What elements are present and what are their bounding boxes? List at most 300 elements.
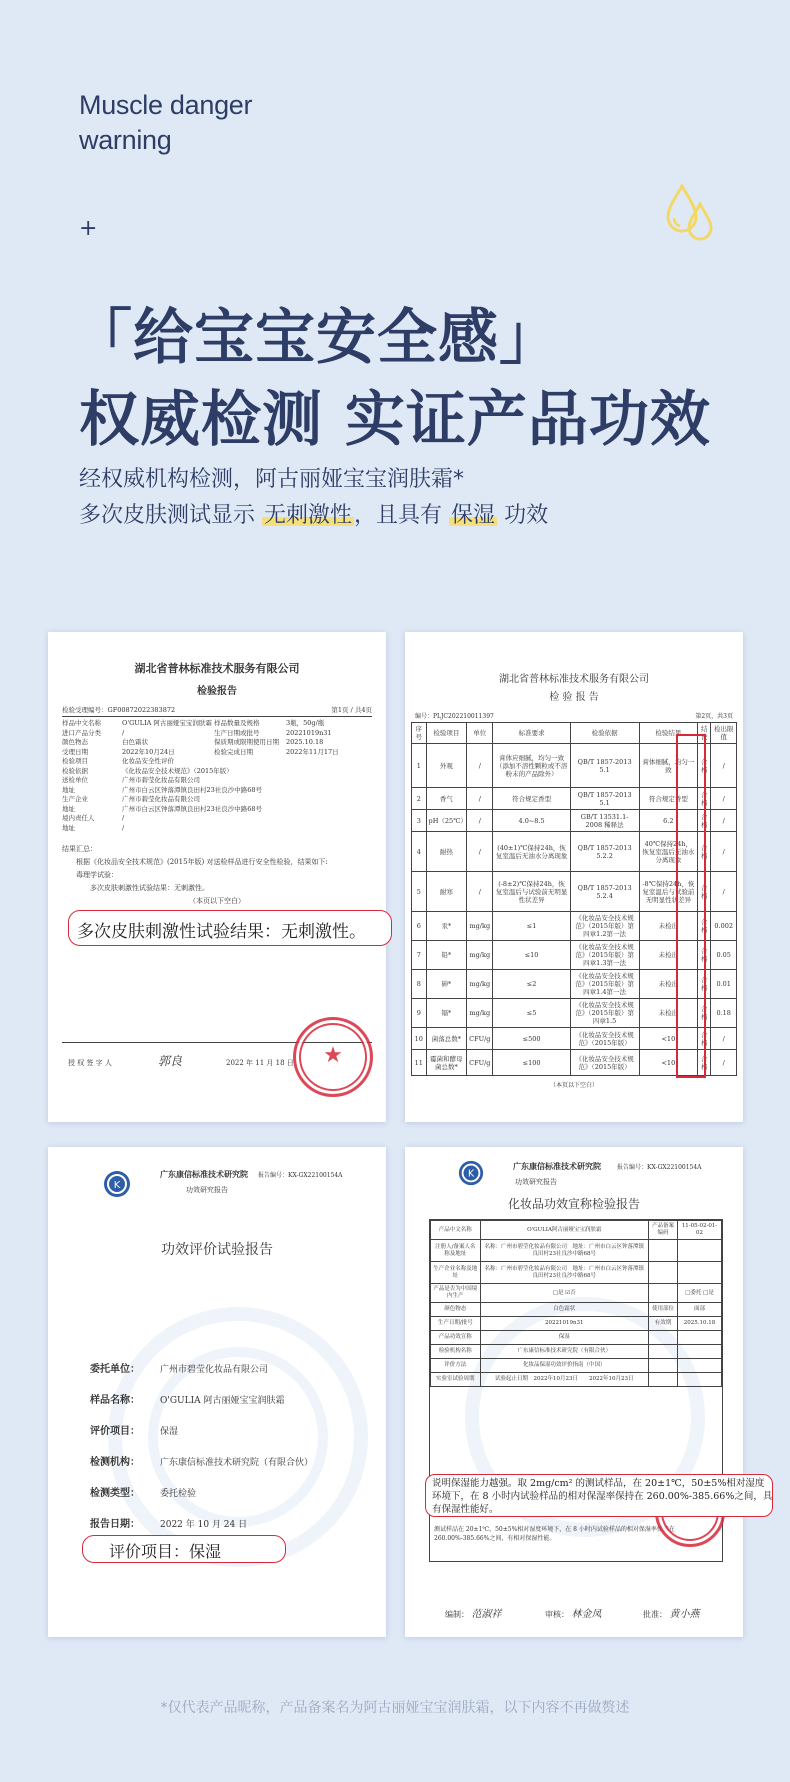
doc2-table-cell: 菌落总数* [426, 1028, 467, 1050]
doc2-table-cell: 膏体应细腻，均匀一致（添加不溶性颗粒或不溶粉末的产品除外） [493, 744, 570, 788]
doc2-table-cell: / [711, 1050, 737, 1076]
doc4-table-cell: 2025.10.18 [678, 1317, 722, 1331]
doc4-table-cell: 产品中文名称 [431, 1221, 481, 1240]
red-official-stamp [293, 1017, 373, 1097]
efficacy-report-cover-card [48, 1147, 386, 1637]
doc4-callout-line3: 有保湿性能好。 [432, 1504, 499, 1515]
doc1-info-row [62, 729, 372, 739]
doc1-info-cell [286, 776, 372, 786]
doc1-info-cell: 样品中文名称 [62, 719, 101, 727]
doc1-date: 2022 年 11 月 18 日 [226, 1059, 294, 1067]
doc1-tox: 毒理学试验： [76, 871, 118, 879]
doc4-table-cell: 白色霜状 [480, 1303, 648, 1317]
doc2-header-cell: 单位 [467, 723, 493, 744]
doc2-table-cell: 4.0~8.5 [493, 810, 570, 832]
doc1-info-cell: 地址 [62, 804, 75, 813]
doc1-info-cell [214, 767, 286, 777]
doc4-table-cell [678, 1240, 722, 1262]
doc1-info-row [62, 824, 372, 834]
doc2-table-cell: 合格 [698, 744, 711, 788]
doc2-table-cell: 合格 [698, 941, 711, 970]
doc4-table-cell: 生产日期/批号 [431, 1317, 481, 1331]
water-drops-icon [664, 182, 716, 242]
english-subtitle [79, 88, 252, 158]
doc2-table-cell: / [711, 744, 737, 788]
doc2-table-cell: ≤5 [493, 999, 570, 1028]
doc2-table-cell: 《化妆品安全技术规范》（2015年版）第四章1.4第一法 [570, 970, 639, 999]
doc2-table-cell: mg/kg [467, 941, 493, 970]
doc4-table-cell: 11-05-02-01-02 [678, 1221, 722, 1240]
doc2-table-cell: / [467, 744, 493, 788]
doc1-conclusion-title: 结果汇总： [62, 845, 97, 853]
doc1-info-cell [214, 824, 286, 834]
doc2-end-note: （本页以下空白） [549, 1082, 598, 1089]
doc2-table-cell: (-8±2)℃保持24h，恢复室温后与试验前无明显性状差异 [493, 872, 570, 912]
doc4-table-cell [678, 1373, 722, 1387]
doc1-info-cell: 广州市碧莹化妆品有限公司 [122, 795, 200, 803]
doc1-info-cell: 3瓶，50g/瓶 [286, 719, 325, 727]
doc2-table-cell: 6.2 [639, 810, 698, 832]
svg-text:K: K [467, 1168, 475, 1180]
doc2-table-cell: pH（25℃） [426, 810, 467, 832]
doc1-info-table [62, 719, 372, 833]
doc3-field-label: 评价项目： [90, 1426, 140, 1437]
doc1-info-cell [286, 786, 372, 796]
doc1-info-row [62, 814, 372, 824]
doc4-callout-line2: 环境下，在 8 小时内试验样品的相对保湿率保持在 260.00%-385.66%之间，具 [432, 1491, 773, 1502]
doc1-info-cell: 境内责任人 [62, 814, 95, 822]
doc3-field-row [90, 1453, 313, 1468]
doc4-table-row [431, 1345, 722, 1359]
doc2-header-cell: 序号 [412, 723, 427, 744]
doc2-table-cell: QB/T 1857-2013 5.2.2 [570, 832, 639, 872]
doc2-table-cell: 霉菌和酵母菌总数* [426, 1050, 467, 1076]
doc2-table-cell: QB/T 1857-2013 5.1 [570, 788, 639, 810]
doc4-table-cell [648, 1262, 677, 1284]
doc1-info-cell [286, 767, 372, 777]
doc4-table-cell: 化妆品保湿功效评价指南（中国） [480, 1359, 648, 1373]
doc4-title: 化妆品功效宣称检验报告 [507, 1197, 640, 1211]
doc1-info-cell: 受理日期 [62, 747, 88, 756]
doc3-field-row [90, 1484, 196, 1499]
doc2-table-cell: / [467, 810, 493, 832]
doc4-table-cell: 试验起止日期 2022年10月23日 2022年10月23日 [480, 1373, 648, 1387]
doc1-report-no: 检验受理编号：GF00872022383872 [62, 706, 176, 714]
doc3-field-value: 保湿 [160, 1427, 179, 1437]
doc1-conclusion-body: 根据《化妆品安全技术规范》(2015年版) 对送检样品进行安全性检验，结果如下: [76, 858, 328, 866]
doc4-table-row [431, 1303, 722, 1317]
doc3-field-label: 样品名称： [90, 1395, 140, 1406]
doc1-info-cell: 广州市白云区钟落潭镇良田村23社良沙中路68号 [122, 804, 263, 813]
doc2-table-cell: 未检出 [639, 970, 698, 999]
doc1-info-cell [286, 757, 372, 767]
doc2-header-cell: 标准要求 [493, 723, 570, 744]
doc2-table-cell: 符合规定香型 [493, 788, 570, 810]
doc4-sub: 功效研究报告 [515, 1178, 557, 1186]
doc1-info-cell: 2022年11月17日 [286, 747, 339, 756]
doc2-table-cell: <10 [639, 1028, 698, 1050]
doc4-table-cell: □是 ☑否 [480, 1284, 648, 1303]
doc4-table-cell: 有效期 [648, 1317, 677, 1331]
doc2-header-cell: 检验项目 [426, 723, 467, 744]
description-line1: 经权威机构检测，阿古丽娅宝宝润肤霜* [79, 467, 465, 492]
doc4-sign1-name: 范淑祥 [471, 1609, 502, 1620]
doc2-table-cell: 合格 [698, 999, 711, 1028]
doc2-table-cell: 膏体细腻，均匀一致 [639, 744, 698, 788]
doc4-table-cell: 实验室试验周期 [431, 1373, 481, 1387]
doc2-table-cell: / [711, 872, 737, 912]
doc2-table-cell: / [711, 832, 737, 872]
doc2-header-cell: 检出限值 [711, 723, 737, 744]
doc2-table-cell: 7 [412, 941, 427, 970]
doc2-table-cell: <10 [639, 1050, 698, 1076]
conclusion-column-highlight [676, 734, 706, 1078]
doc4-table-cell: O'GULIA阿古丽娅宝宝润肤霜 [480, 1221, 648, 1240]
doc4-table-cell: 面部 [678, 1303, 722, 1317]
doc1-company: 湖北省普林标准技术服务有限公司 [134, 662, 300, 675]
doc2-table-cell: 合格 [698, 1050, 711, 1076]
doc2-table-cell: 合格 [698, 788, 711, 810]
description [79, 462, 548, 534]
doc2-header-cell: 检验结果 [639, 723, 698, 744]
doc1-title: 检验报告 [197, 686, 237, 697]
highlight-moisturizing: 保湿 [451, 503, 496, 528]
institute-logo-icon-2 [457, 1159, 485, 1187]
doc4-info-table [430, 1220, 722, 1387]
doc4-sign3 [643, 1605, 700, 1620]
doc4-table-cell: 20221019n31 [480, 1317, 648, 1331]
doc1-info-cell: 检验完成日期 [214, 747, 253, 756]
doc4-sign3-label: 批准： [643, 1610, 667, 1619]
doc4-tail-line2: 260.00%-385.66%之间，有相对保湿性能。 [434, 1535, 556, 1542]
doc2-table-cell: 3 [412, 810, 427, 832]
doc4-sign1-label: 编制： [445, 1610, 469, 1619]
doc4-table-cell: 检验机构名称 [431, 1345, 481, 1359]
doc4-table-row [431, 1373, 722, 1387]
doc2-table-cell: 合格 [698, 810, 711, 832]
doc4-table-row [431, 1221, 722, 1240]
doc2-table-cell: 镉* [426, 999, 467, 1028]
english-subtitle-line1: Muscle danger [79, 90, 253, 120]
doc2-table-cell: CFU/g [467, 1028, 493, 1050]
doc2-table-cell: 铅* [426, 941, 467, 970]
doc1-info-cell: 颜色物态 [62, 738, 88, 746]
doc3-field-label: 检测机构： [90, 1457, 140, 1468]
doc2-table-cell: 未检出 [639, 941, 698, 970]
doc2-table-cell: 11 [412, 1050, 427, 1076]
doc1-meta [62, 705, 372, 717]
doc1-info-row [62, 795, 372, 805]
doc2-table-cell: / [467, 872, 493, 912]
doc2-table-cell: (40±1)℃保持24h，恢复室温后无油水分离现象 [493, 832, 570, 872]
doc2-table-cell: 《化妆品安全技术规范》（2015年版） [570, 1028, 639, 1050]
doc1-info-cell: 2022年10月24日 [122, 747, 175, 756]
doc4-table-cell [678, 1331, 722, 1345]
doc1-info-cell: 送检单位 [62, 776, 88, 784]
doc2-table-cell: 40℃保持24h，恢复室温后无油水分离现象 [639, 832, 698, 872]
inspection-report-card-2 [405, 632, 743, 1122]
plus-symbol: + [79, 216, 98, 241]
doc2-table-cell: 耐热 [426, 832, 467, 872]
doc2-table-cell: 9 [412, 999, 427, 1028]
doc2-table-cell: 0.18 [711, 999, 737, 1028]
doc4-table-cell: 产品是否为中国境内生产 [431, 1284, 481, 1303]
doc1-info-cell: 《化妆品安全技术规范》（2015年版） [122, 766, 233, 775]
doc2-table-cell: 5 [412, 872, 427, 912]
doc1-info-cell: 检验依据 [62, 766, 88, 775]
doc1-info-cell: 广州市白云区钟落潭镇良田村23社良沙中路68号 [122, 785, 263, 794]
doc2-table-cell: 外观 [426, 744, 467, 788]
doc4-table-cell: 名称：广州市碧莹化妆品有限公司 地址：广州市白云区钟落潭镇良田村23社良沙中路68号 [480, 1240, 648, 1262]
doc2-table-cell: 《化妆品安全技术规范》（2015年版）第四章1.5 [570, 999, 639, 1028]
doc4-table-cell [648, 1359, 677, 1373]
doc1-info-cell: 样品数量及规格 [214, 719, 260, 727]
doc1-info-cell: 化妆品安全性评价 [122, 757, 174, 765]
doc4-table-row [431, 1262, 722, 1284]
doc2-table-cell: 10 [412, 1028, 427, 1050]
doc4-table-cell: 产品备案编码 [648, 1221, 677, 1240]
doc2-table-cell: mg/kg [467, 912, 493, 941]
doc3-field-value: 广东康信标准技术研究院（有限合伙） [160, 1458, 314, 1468]
doc1-info-cell [214, 805, 286, 815]
doc2-table-cell: 未检出 [639, 912, 698, 941]
doc2-table-cell: 《化妆品安全技术规范》（2015年版）第四章1.3第一法 [570, 941, 639, 970]
doc1-info-row [62, 719, 372, 729]
doc4-table-body [431, 1221, 722, 1387]
doc2-header-cell: 检验依据 [570, 723, 639, 744]
doc4-table-cell [678, 1359, 722, 1373]
doc1-info-cell: 广州市碧莹化妆品有限公司 [122, 776, 200, 784]
doc2-table-cell: 2 [412, 788, 427, 810]
doc3-institute: 广东康信标准技术研究院 [160, 1169, 248, 1179]
doc2-table-cell: 合格 [698, 970, 711, 999]
doc2-table-cell: / [467, 832, 493, 872]
institute-logo-icon [102, 1169, 132, 1199]
doc2-table-cell: 合格 [698, 912, 711, 941]
doc3-report-no: 报告编号：KX-GX22100154A [258, 1172, 343, 1179]
doc1-info-cell [286, 805, 372, 815]
doc1-info-cell: / [122, 814, 125, 822]
doc1-info-cell [286, 795, 372, 805]
inspection-report-card-1 [48, 632, 386, 1122]
doc4-table-cell: 生产企业名称及地址 [431, 1262, 481, 1284]
doc3-field-value: O'GULIA 阿古丽娅宝宝润肤霜 [160, 1396, 285, 1406]
doc2-table-cell: ≤10 [493, 941, 570, 970]
doc2-table-cell: ≤100 [493, 1050, 570, 1076]
doc1-page: 第1页 / 共4页 [331, 706, 372, 714]
doc4-sign2-name: 林金凤 [571, 1609, 602, 1620]
doc1-info-cell: 地址 [62, 823, 75, 832]
doc2-table-cell: 香气 [426, 788, 467, 810]
doc3-field-value: 委托检验 [160, 1489, 197, 1499]
doc4-table-cell [648, 1345, 677, 1359]
doc2-table-cell: 未检出 [639, 999, 698, 1028]
doc4-table-cell: 使用部位 [648, 1303, 677, 1317]
doc2-table-cell: 6 [412, 912, 427, 941]
doc1-signature: 郭良 [158, 1054, 183, 1068]
doc3-field-label: 委托单位： [90, 1364, 140, 1375]
doc2-table-cell: 汞* [426, 912, 467, 941]
footer-note: *仅代表产品昵称，产品备案名为阿古丽娅宝宝润肤霜，以下内容不再做赘述 [160, 1700, 630, 1716]
doc1-info-cell: 生产日期或批号 [214, 728, 260, 737]
doc2-table-cell: mg/kg [467, 999, 493, 1028]
doc2-page: 第2页，共3页 [695, 713, 733, 720]
doc2-table-cell: / [711, 810, 737, 832]
doc3-callout: 评价项目：保湿 [82, 1535, 286, 1563]
doc1-info-row [62, 805, 372, 815]
doc1-info-cell: 进口产品分类 [62, 728, 101, 737]
doc4-sign1 [445, 1605, 502, 1620]
doc4-table-cell [678, 1345, 722, 1359]
description-post: 功效 [504, 503, 549, 528]
doc2-table-cell: 8 [412, 970, 427, 999]
doc4-table-cell [648, 1240, 677, 1262]
doc2-table-cell: 《化妆品安全技术规范》（2015年版）第四章1.2第一法 [570, 912, 639, 941]
doc4-sign2 [545, 1605, 602, 1620]
doc3-field-row [90, 1515, 247, 1530]
doc2-table-cell: QB/T 1857-2013 5.1 [570, 744, 639, 788]
doc4-table-row [431, 1284, 722, 1303]
doc4-callout-line1: 说明保湿能力越强。取 2mg/cm² 的测试样品，在 20±1℃，50±5%相对湿度 [432, 1478, 765, 1489]
doc4-table-cell: 评价方法 [431, 1359, 481, 1373]
doc2-table-cell: 《化妆品安全技术规范》（2015年版） [570, 1050, 639, 1076]
doc1-info-cell: O'GULIA 阿古丽娅宝宝润肤霜 [122, 719, 212, 727]
doc1-conclusion [62, 843, 372, 908]
doc4-table-row [431, 1359, 722, 1373]
doc2-header-cell: 结论 [698, 723, 711, 744]
doc2-table-cell: / [711, 1028, 737, 1050]
doc1-callout: 多次皮肤刺激性试验结果：无刺激性。 [68, 910, 392, 946]
doc3-field-value: 2022 年 10 月 24 日 [160, 1520, 248, 1530]
doc1-info-cell: 白色霜状 [122, 738, 148, 746]
doc1-info-row [62, 776, 372, 786]
doc3-sub: 功效研究报告 [186, 1186, 228, 1194]
doc1-info-cell [214, 814, 286, 824]
doc3-field-value: 广州市碧莹化妆品有限公司 [160, 1365, 269, 1375]
description-line2 [79, 498, 548, 534]
doc1-info-cell [214, 786, 286, 796]
doc2-meta [415, 711, 733, 720]
doc4-table-cell: 保湿 [480, 1331, 648, 1345]
doc4-table-cell: 名称：广州市碧莹化妆品有限公司 地址：广州市白云区钟落潭镇良田村23社良沙中路68号 [480, 1262, 648, 1284]
doc4-table-row [431, 1317, 722, 1331]
doc1-info-cell: 保质期或限期使用日期 [214, 738, 279, 746]
doc2-table-cell: 0.05 [711, 941, 737, 970]
doc2-table-cell: GB/T 13531.1-2008 稀释法 [570, 810, 639, 832]
doc4-tail-line1: 测试样品在 20±1℃，50±5%相对湿度环境下，在 8 小时内试验样品的相对保湿率保持在 [434, 1526, 675, 1533]
doc3-field-label: 报告日期： [90, 1519, 140, 1530]
highlight-non-irritating: 无刺激性 [264, 503, 353, 528]
doc1-info-cell: / [122, 728, 125, 737]
doc4-table-cell: 产品功效宣称 [431, 1331, 481, 1345]
doc4-callout [425, 1474, 773, 1517]
doc4-table-row [431, 1240, 722, 1262]
doc1-info-cell: / [122, 823, 125, 832]
doc2-table-cell: 符合规定香型 [639, 788, 698, 810]
description-mid: ，且具有 [354, 503, 443, 528]
doc2-table-cell: / [711, 788, 737, 810]
doc1-info-cell: 2025.10.18 [286, 738, 324, 746]
doc1-info-cell: 20221019n31 [286, 728, 332, 737]
description-pre: 多次皮肤测试显示 [79, 503, 256, 528]
doc2-table-cell: ≤2 [493, 970, 570, 999]
doc2-table-cell: 1 [412, 744, 427, 788]
doc2-table-cell: 合格 [698, 872, 711, 912]
stamp-star-icon: ★ [323, 1042, 343, 1068]
doc4-table-cell [678, 1262, 722, 1284]
svg-text:K: K [113, 1180, 121, 1191]
doc3-field-row [90, 1422, 178, 1437]
doc1-sign-label: 授 权 签 字 人 [68, 1059, 112, 1067]
doc2-table-cell: QB/T 1857-2013 5.2.4 [570, 872, 639, 912]
doc3-field-row [90, 1360, 268, 1375]
doc4-institute: 广东康信标准技术研究院 [513, 1161, 601, 1171]
doc1-info-row [62, 767, 372, 777]
doc2-table-cell: ≤1 [493, 912, 570, 941]
doc4-report-no: 报告编号：KX-GX22100154A [617, 1164, 702, 1171]
doc4-table-cell: 注册人/备案人名称及地址 [431, 1240, 481, 1262]
doc4-table-cell: 广东康信标准技术研究院（有限合伙） [480, 1345, 648, 1359]
doc2-table-cell: / [467, 788, 493, 810]
doc1-info-cell: 生产企业 [62, 795, 88, 803]
doc1-info-row [62, 738, 372, 748]
doc1-info-cell: 检验项目 [62, 757, 88, 765]
doc1-info-cell: 地址 [62, 785, 75, 794]
main-title-line2: 权威检测 实证产品功效 [79, 385, 711, 455]
doc4-table-cell: □委托 □是 [678, 1284, 722, 1303]
doc2-report-no: 编号：PLJC202210011397 [415, 713, 494, 720]
doc4-sign2-label: 审核： [545, 1610, 569, 1619]
doc4-tail [434, 1525, 675, 1543]
english-subtitle-line2: warning [79, 125, 172, 155]
efficacy-claim-report-card [405, 1147, 743, 1637]
doc2-table-cell: 4 [412, 832, 427, 872]
doc1-info-cell [286, 814, 372, 824]
doc2-company: 湖北省普林标准技术服务有限公司 [499, 674, 649, 685]
doc3-field-label: 检测类型： [90, 1488, 140, 1499]
doc1-info-row [62, 748, 372, 758]
doc1-info-row [62, 757, 372, 767]
doc2-title: 检 验 报 告 [549, 692, 599, 703]
doc2-table-cell: CFU/g [467, 1050, 493, 1076]
doc4-table-cell [648, 1284, 677, 1303]
doc1-info-cell [214, 795, 286, 805]
doc2-table-cell: 0.002 [711, 912, 737, 941]
doc1-info-row [62, 786, 372, 796]
doc4-table-row [431, 1331, 722, 1345]
doc4-table-cell [648, 1331, 677, 1345]
doc2-table-cell: 砷* [426, 970, 467, 999]
doc4-sign3-name: 黄小燕 [669, 1609, 700, 1620]
doc2-table-cell: ≤500 [493, 1028, 570, 1050]
doc3-title: 功效评价试验报告 [161, 1242, 273, 1258]
doc1-tox-result: 多次皮肤刺激性试验结果：无刺激性。 [90, 884, 209, 892]
doc2-table-cell: 合格 [698, 832, 711, 872]
doc2-table-cell: mg/kg [467, 970, 493, 999]
doc2-table-cell: 0.01 [711, 970, 737, 999]
doc2-table-cell: 耐寒 [426, 872, 467, 912]
doc1-end-note: （本页以下空白） [189, 897, 245, 905]
doc2-table-cell: -8℃保持24h，恢复室温后与试验前无明显性状差异 [639, 872, 698, 912]
doc1-info-cell [214, 776, 286, 786]
doc4-table-cell [648, 1373, 677, 1387]
doc2-table-cell: 合格 [698, 1028, 711, 1050]
doc4-table-cell: 颜色物态 [431, 1303, 481, 1317]
main-title-line1: 「给宝宝安全感」 [72, 303, 560, 373]
doc1-info-cell [214, 757, 286, 767]
doc1-info-cell [286, 824, 372, 834]
doc3-field-row [90, 1391, 285, 1406]
